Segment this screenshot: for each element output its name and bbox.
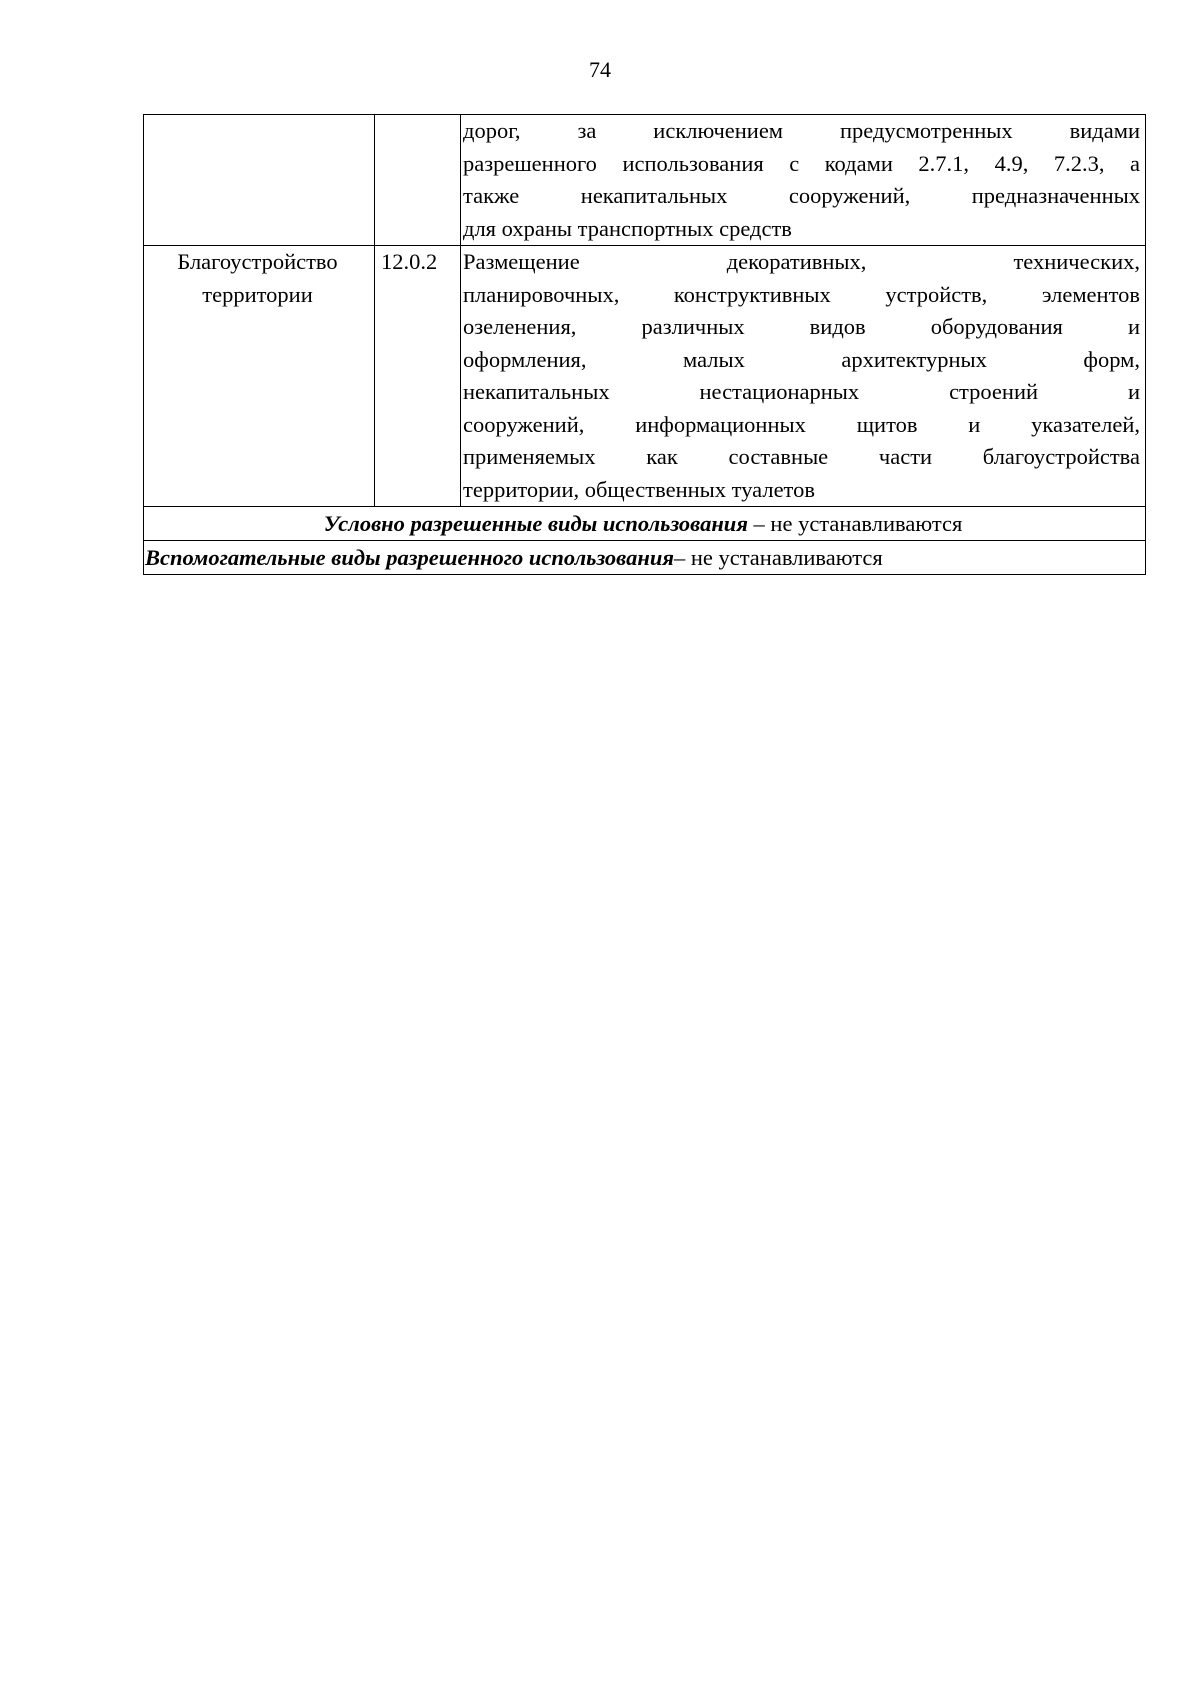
land-use-description-cell [461,115,1146,246]
land-use-table [143,114,1146,575]
land-use-name-cell [144,115,375,246]
page-number: 74 [589,57,611,82]
auxiliary-uses-status: – не устанавливаются [673,545,883,570]
conditional-uses-heading: Условно разрешенные виды использования [323,511,748,536]
table-row-conditional-uses [144,507,1146,541]
description-line: для охраны транспортных средств [463,215,792,241]
description-line: территории, общественных туалетов [463,476,815,502]
description-line: дорог, за исключением предусмотренных видами [463,118,1140,143]
description-line: некапитальных нестационарных строений и [463,379,1140,404]
table-row-improvement [144,246,1146,507]
description-line: разрешенного использования с кодами 2.7.1, 4.9, 7.2.3, а [463,150,1140,176]
table-row-auxiliary-uses [144,541,1146,575]
land-use-name-line: территории [202,281,313,307]
auxiliary-uses-heading: Вспомогательные виды разрешенного использования [145,545,674,570]
conditional-uses-status: – не устанавливаются [747,511,963,536]
description-line: планировочных, конструктивных устройств, элементов [463,281,1140,307]
land-use-code-cell [375,115,461,246]
description-line: оформления, малых архитектурных форм, [463,346,1140,372]
table-row-continuation [144,115,1146,246]
land-use-name-line: Благоустройство [177,249,338,274]
description-line: сооружений, информационных щитов и указателей, [463,411,1140,437]
land-use-name-cell [144,246,375,507]
land-use-description-cell [461,246,1146,507]
description-line: озеленения, различных видов оборудования и [463,314,1140,339]
auxiliary-uses-cell [144,541,1146,575]
description-line: также некапитальных сооружений, предназначенных [463,183,1140,208]
land-use-code-cell: 12.0.2 [375,246,461,507]
description-line: Размещение декоративных, технических, [463,249,1140,274]
description-line: применяемых как составные части благоустройства [463,444,1140,469]
conditional-uses-cell [144,507,1146,541]
